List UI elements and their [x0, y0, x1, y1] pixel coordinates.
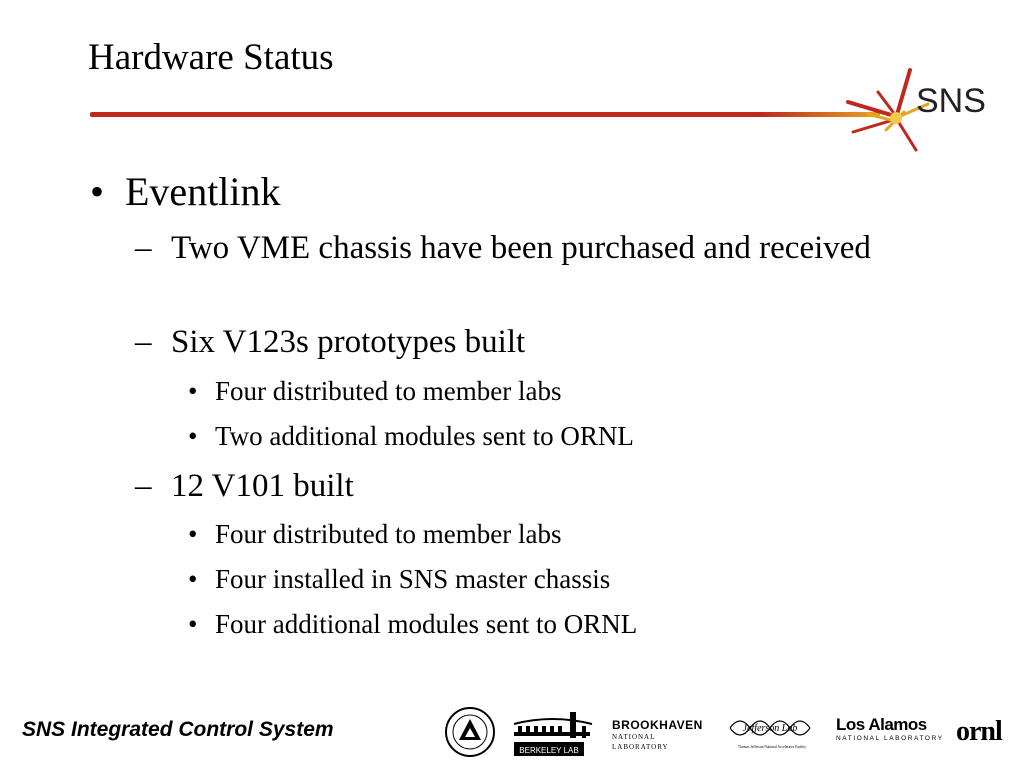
bullet-text: Eventlink: [125, 169, 281, 214]
title-underline: [90, 112, 880, 117]
argonne-logo-icon: [444, 706, 496, 758]
ornl-logo: ornl: [956, 716, 1002, 747]
berkeley-logo-text: BERKELEY LAB: [519, 746, 579, 755]
sub-bullet-text: Two VME chassis have been purchased and received: [171, 230, 871, 266]
jefferson-lab-text: Jefferson Lab: [742, 723, 798, 734]
sub-bullet-text: 12 V101 built: [171, 468, 354, 504]
dash-marker: –: [135, 468, 152, 504]
brookhaven-logo-top: BROOKHAVEN: [612, 718, 703, 732]
dash-marker: –: [135, 324, 152, 360]
footer-title: SNS Integrated Control System: [22, 718, 334, 741]
sub-sub-bullet-text: Four installed in SNS master chassis: [215, 564, 611, 594]
sns-logo-icon: [838, 62, 986, 152]
jefferson-lab-logo-icon: [722, 710, 822, 754]
sub-sub-bullet-text: Two additional modules sent to ORNL: [215, 421, 634, 451]
bullet-marker: •: [188, 609, 198, 639]
slide-title: Hardware Status: [88, 37, 334, 78]
sub-bullet-text: Six V123s prototypes built: [171, 324, 526, 360]
los-alamos-logo-top: Los Alamos: [836, 715, 927, 734]
dash-marker: –: [135, 230, 152, 266]
sub-sub-bullet-text: Four distributed to member labs: [215, 519, 562, 549]
bullet-marker: •: [188, 376, 198, 406]
los-alamos-logo-bottom: NATIONAL LABORATORY: [836, 735, 944, 742]
sub-sub-bullet-text: Four distributed to member labs: [215, 376, 562, 406]
jefferson-lab-subtext: Thomas Jefferson National Accelerator Facility: [737, 745, 807, 749]
bullet-marker: •: [188, 564, 198, 594]
sub-bullet: [135, 466, 895, 506]
berkeley-logo-icon: [512, 702, 600, 760]
los-alamos-logo: [836, 716, 946, 748]
sns-logo-text: SNS: [916, 82, 986, 120]
sub-bullet: [135, 228, 895, 268]
bullet-marker: •: [188, 519, 198, 549]
brookhaven-logo-bottom: NATIONAL LABORATORY: [612, 733, 669, 751]
sub-sub-bullet-text: Four additional modules sent to ORNL: [215, 609, 638, 639]
brookhaven-logo: [612, 718, 712, 751]
sub-bullet: [135, 322, 895, 362]
bullet-marker: •: [90, 169, 105, 214]
bullet-marker: •: [188, 421, 198, 451]
